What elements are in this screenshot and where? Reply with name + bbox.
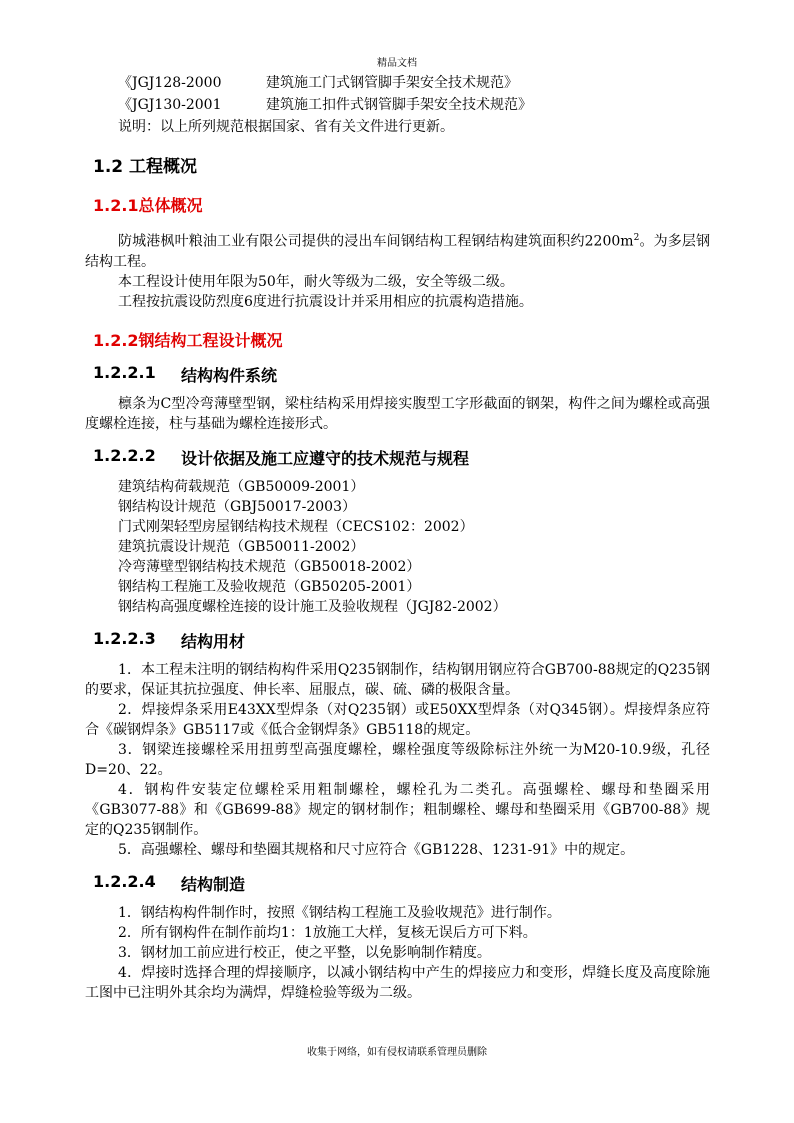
overview-text-a: 防城港枫叶粮油工业有限公司提供的浸出车间钢结构工程钢结构建筑面积约2200m [118,233,634,250]
overview-paragraph [85,228,710,272]
standard-name: 建筑施工扣件式钢管脚手架安全技术规范》 [266,97,532,113]
list-item: 门式刚架轻型房屋钢结构技术规程（CECS102：2002） [118,518,474,535]
list-item: 5．高强螺栓、螺母和垫圈其规格和尺寸应符合《GB1228、1231-91》中的规定。 [118,841,635,858]
section-title: 结构用材 [181,631,246,651]
list-item: 3．钢梁连接螺栓采用扭剪型高强度螺栓，螺栓强度等级除标注外统一为M20-10.9级，孔径D=20、22。 [85,741,710,778]
section-heading-1-2-2-2 [93,446,710,469]
section-title: 结构制造 [181,874,246,894]
list-item: 2．焊接焊条采用E43XX型焊条（对Q235钢）或E50XX型焊条（对Q345钢）。焊接焊条应符合《碳钢焊条》GB5117或《低合金钢焊条》GB5118的规定。 [85,701,710,738]
section-heading-1-2-2-1 [93,363,710,386]
section-heading-1-2: 1.2 工程概况 [93,157,198,177]
list-item: 钢结构设计规范（GBJ50017-2003） [118,498,356,515]
list-item: 4．钢构件安装定位螺栓采用粗制螺栓，螺栓孔为二类孔。高强螺栓、螺母和垫圈采用《GB3077-88》和《GB699-88》规定的钢材制作；粗制螺栓、螺母和垫圈采用《GB700-88》规定的Q235钢制作。 [85,781,710,838]
list-item: 3．钢材加工前应进行校正，使之平整，以免影响制作精度。 [118,944,491,961]
section-heading-1-2-2-4 [93,872,710,895]
section-heading-1-2-2: 1.2.2钢结构工程设计概况 [93,330,283,350]
structure-system-paragraph: 檩条为C型冷弯薄壁型钢，梁柱结构采用焊接实腹型工字形截面的钢架，构件之间为螺栓或高强度螺栓连接，柱与基础为螺栓连接形式。 [85,395,710,432]
page-footer: 收集于网络，如有侵权请联系管理员删除 [307,1047,487,1058]
overview-superscript: 2 [633,233,640,243]
section-title: 设计依据及施工应遵守的技术规范与规程 [181,448,470,468]
design-life-text: 本工程设计使用年限为50年，耐火等级为二级，安全等级二级。 [118,273,514,290]
list-item: 建筑结构荷载规范（GB50009-2001） [118,478,365,495]
standard-name: 建筑施工门式钢管脚手架安全技术规范》 [266,75,518,91]
document-body [85,72,710,1003]
list-item: 冷弯薄壁型钢结构技术规范（GB50018-2002） [118,558,421,575]
section-number: 1.2.2.2 [93,445,156,465]
overview-text-b: 。为多层钢结构工程。 [85,233,711,270]
section-number: 1.2.2.4 [93,871,156,891]
list-item: 1．钢结构构件制作时，按照《钢结构工程施工及验收规范》进行制作。 [118,904,561,921]
page-header: 精品文档 [377,58,417,69]
seismic-text: 工程按抗震设防烈度6度进行抗震设计并采用相应的抗震构造措施。 [118,293,533,310]
section-heading-1-2-1: 1.2.1总体概况 [93,196,203,215]
standard-code: 《JGJ130-2001 [118,97,222,113]
list-item: 1．本工程未注明的钢结构构件采用Q235钢制作，结构钢用钢应符合GB700-88规定的Q235钢的要求，保证其抗拉强度、伸长率、屈服点，碳、硫、磷的极限含量。 [85,661,710,698]
section-number: 1.2.2.1 [93,362,156,382]
section-number: 1.2.2.3 [93,628,156,648]
list-item: 钢结构高强度螺栓连接的设计施工及验收规程（JGJ82-2002） [118,598,507,615]
standard-row [85,94,710,116]
standard-row [85,72,710,94]
list-item: 4．焊接时选择合理的焊接顺序，以减小钢结构中产生的焊接应力和变形，焊缝长度及高度除施工图中已注明外其余均为满焊，焊缝检验等级为二级。 [85,964,710,1001]
section-heading-1-2-2-3 [93,629,710,652]
list-item: 钢结构工程施工及验收规范（GB50205-2001） [118,578,421,595]
note-text: 说明：以上所列规范根据国家、省有关文件进行更新。 [118,119,454,135]
list-item: 建筑抗震设计规范（GB50011-2002） [118,538,365,555]
section-title: 结构构件系统 [181,365,278,385]
standard-code: 《JGJ128-2000 [118,75,222,91]
list-item: 2．所有钢构件在制作前均1：1放施工大样，复核无误后方可下料。 [118,924,537,941]
